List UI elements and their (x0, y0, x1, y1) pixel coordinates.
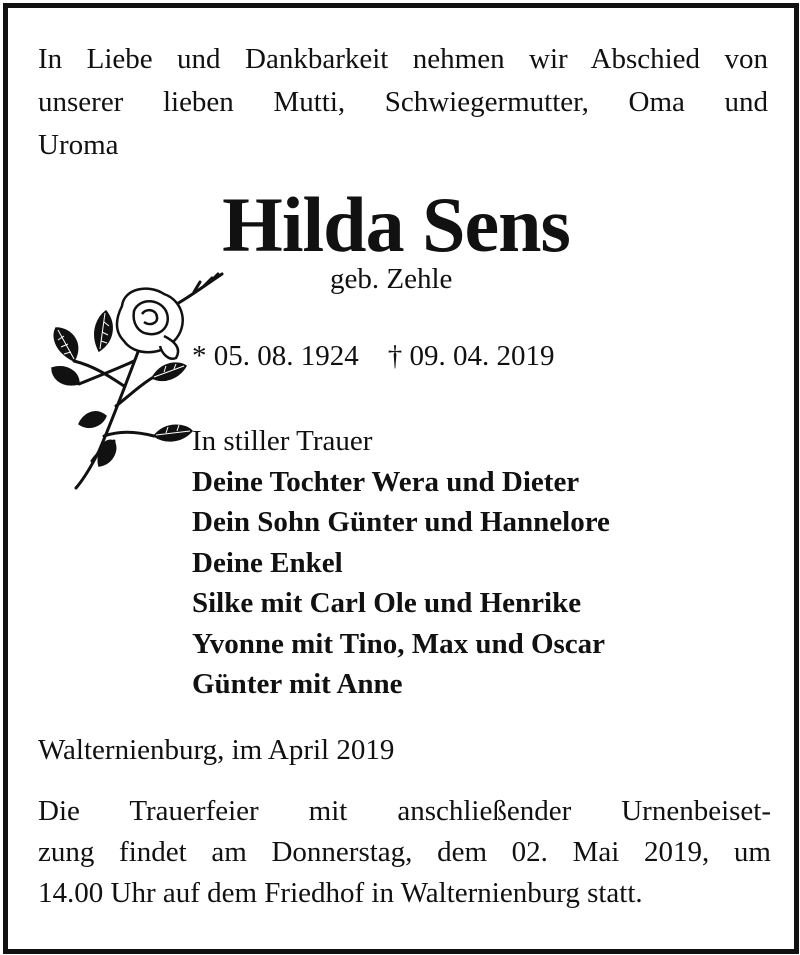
mourner-line: Dein Sohn Günter und Hannelore (192, 506, 610, 538)
mourner-line: Günter mit Anne (192, 668, 403, 700)
funeral-notice (38, 791, 771, 914)
birth-date: * 05. 08. 1924 (192, 340, 359, 372)
intro-line-2: unserer lieben Mutti, Schwiegermutter, Oma und (38, 86, 768, 118)
mourner-line: Deine Tochter Wera und Dieter (192, 465, 580, 498)
funeral-line-1: Die Trauerfeier mit anschließender Urnenbeiset- (38, 795, 771, 827)
life-dates (192, 336, 555, 376)
obituary-frame (3, 3, 799, 954)
mourner-line: Silke mit Carl Ole und Henrike (192, 587, 582, 619)
mourners-block (192, 421, 610, 705)
maiden-name: geb. Zehle (330, 263, 453, 295)
place-and-date: Walternienburg, im April 2019 (38, 734, 395, 766)
mourners-heading: In stiller Trauer (192, 425, 373, 457)
mourner-line: Yvonne mit Tino, Max und Oscar (192, 627, 606, 660)
funeral-line-2: zung findet am Donnerstag, dem 02. Mai 2019, um (38, 836, 771, 868)
death-date: † 09. 04. 2019 (387, 340, 555, 372)
funeral-line-3: 14.00 Uhr auf dem Friedhof in Walternienburg statt. (38, 877, 643, 909)
intro-text (38, 38, 768, 167)
intro-line-3: Uroma (38, 129, 119, 161)
intro-line-1: In Liebe und Dankbarkeit nehmen wir Abschied von (38, 43, 768, 75)
deceased-name: Hilda Sens (222, 181, 570, 268)
mourner-line: Deine Enkel (192, 546, 343, 579)
